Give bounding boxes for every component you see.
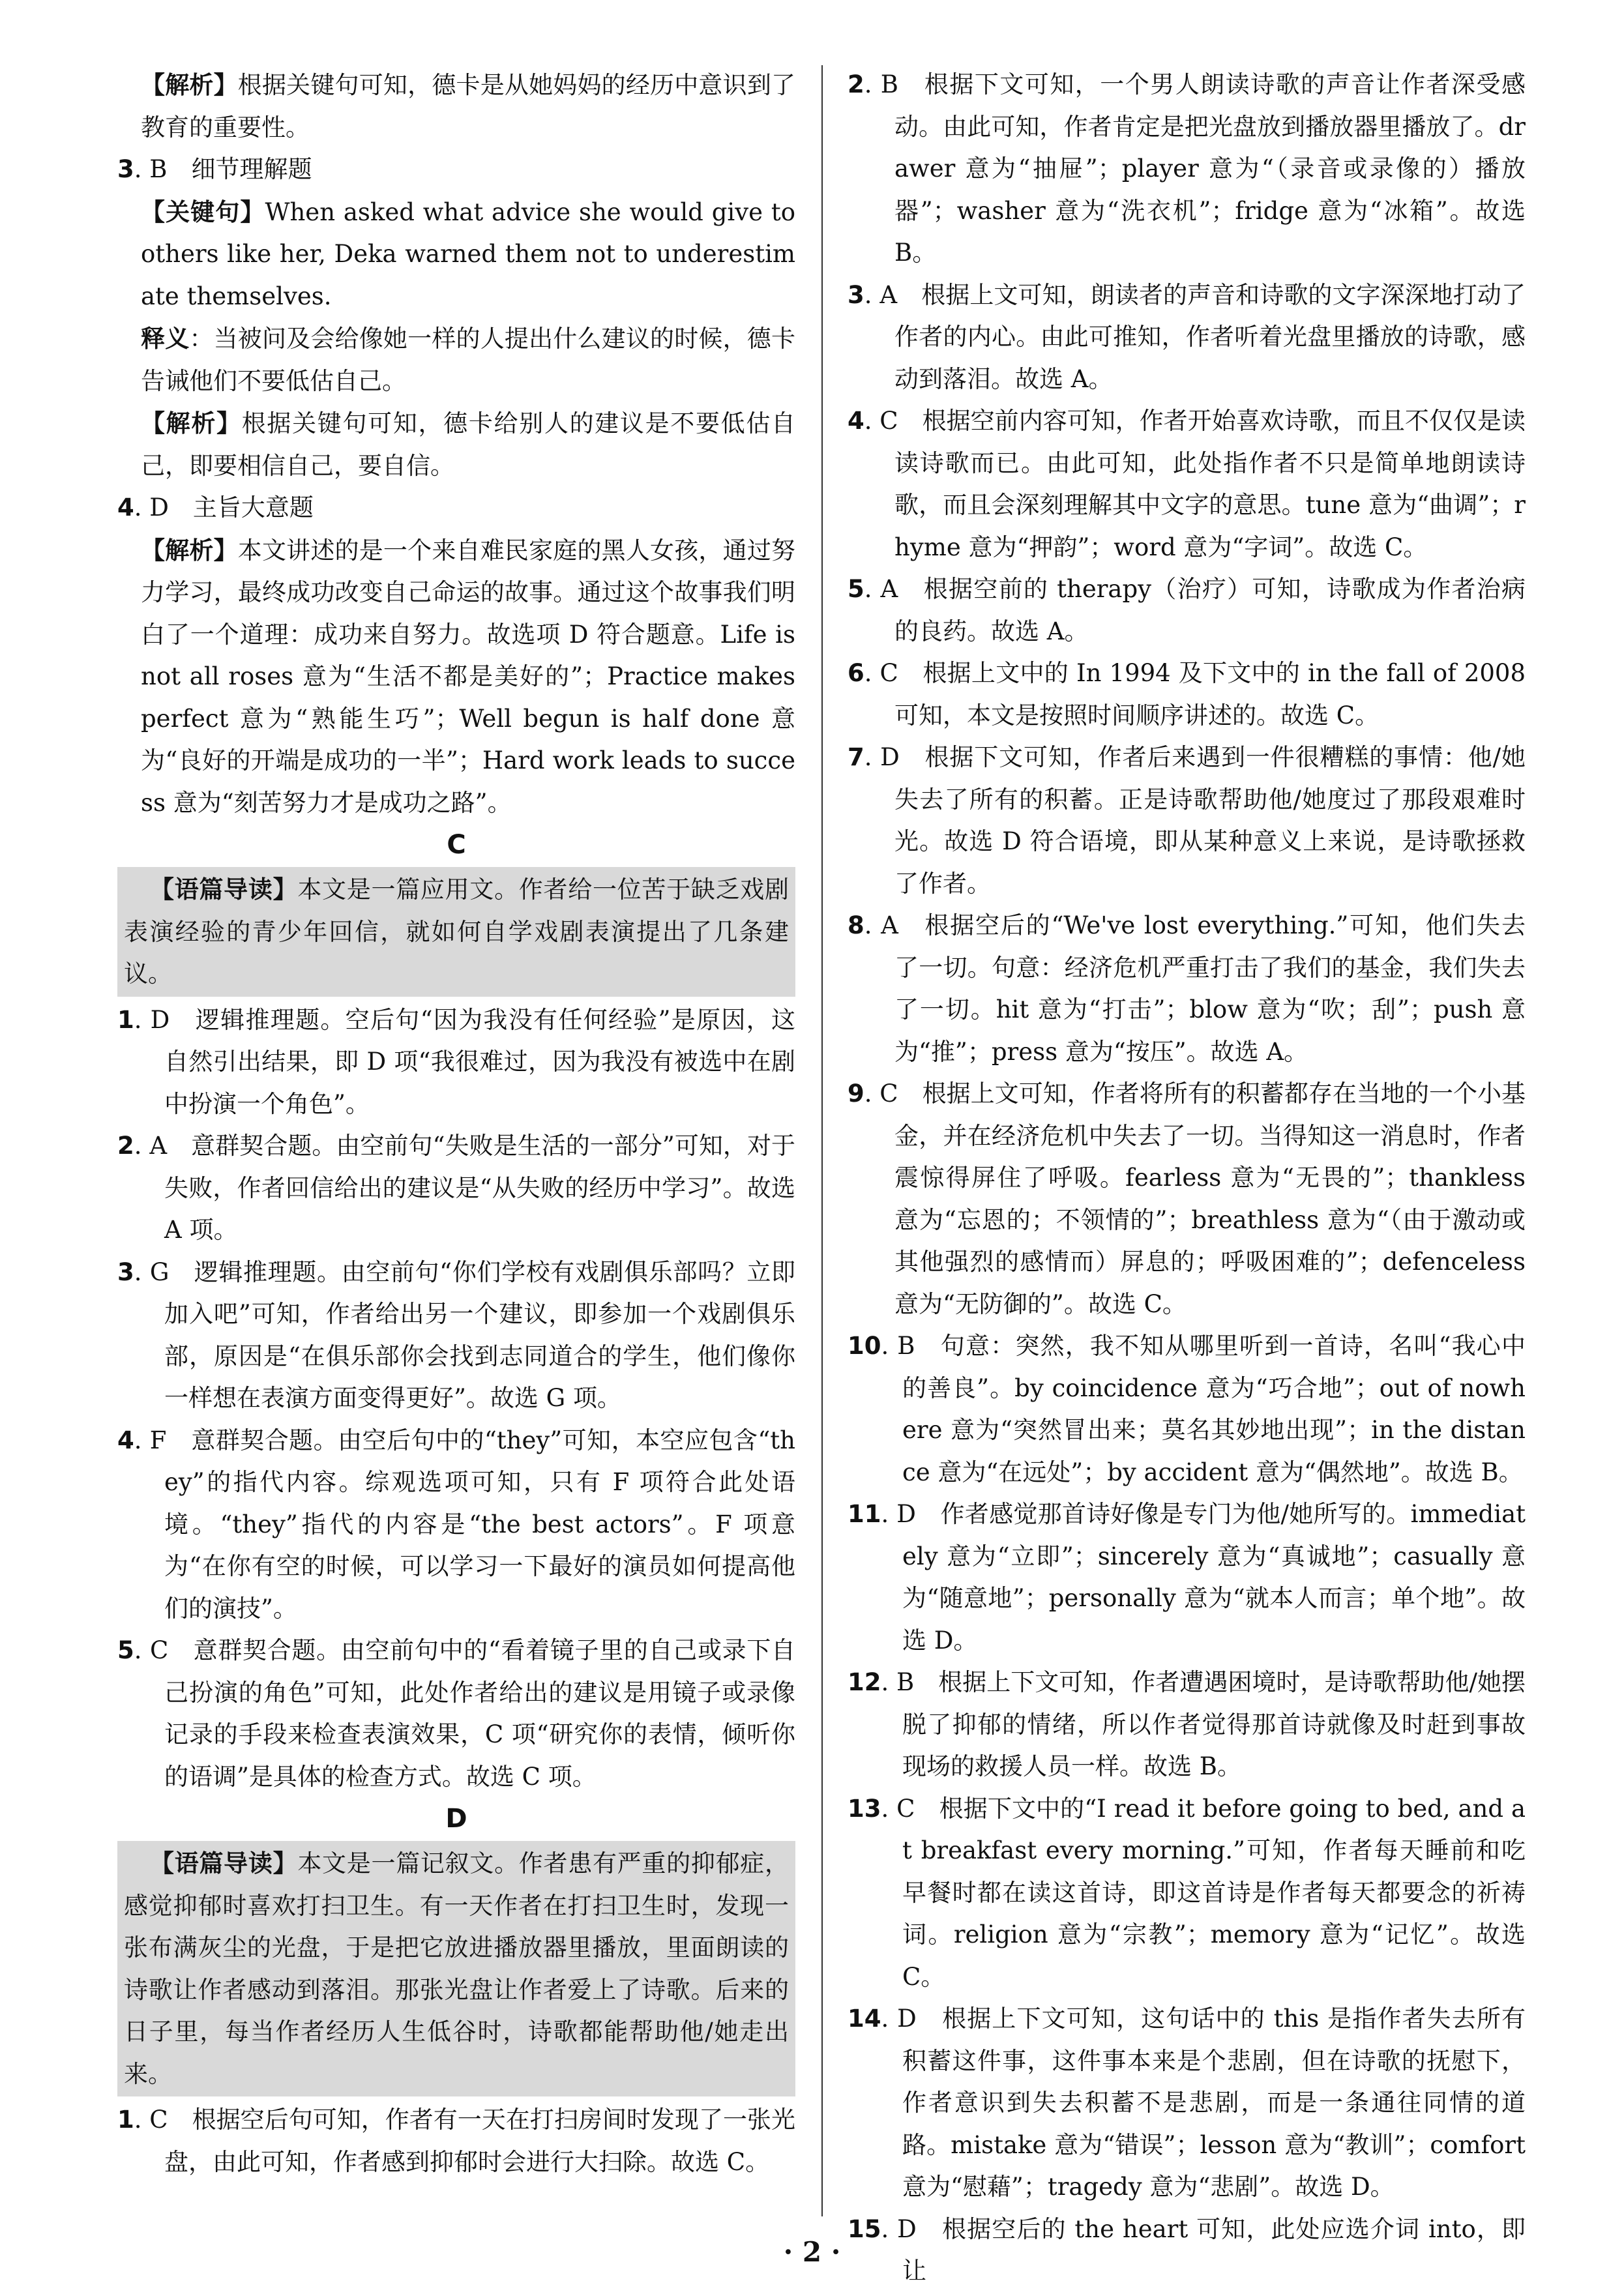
- answer-paragraph-left-16: 1. C 根据空后句可知，作者有一天在打扫房间时发现了一张光盘，由此可知，作者感到抑郁时会进行大扫除。故选 C。: [117, 2106, 795, 2176]
- answer-paragraph-left-2: 【关键句】When asked what advice she would give to others like her, Deka warned them not to underestimate themselves.: [141, 197, 795, 310]
- answer-paragraph-right-13: 15. D 根据空后的 the heart 可知，此处应选介词 into，即让: [848, 2214, 1526, 2285]
- answer-paragraph-right-0: 2. B 根据下文可知，一个男人朗读诗歌的声音让作者深受感动。由此可知，作者肯定是把光盘放到播放器里播放了。drawer 意为“抽屉”；player 意为“（录音或录像的）播放器”；washer 意为“洗衣机”；fridge 意为“冰箱”。故选 B。: [848, 70, 1526, 267]
- answer-paragraph-left-11: 3. G 逻辑推理题。由空前句“你们学校有戏剧俱乐部吗？立即加入吧”可知，作者给出另一个建议，即参加一个戏剧俱乐部，原因是“在俱乐部你会找到志同道合的学生，他们像你一样想在表演方面变得更好”。故选 G 项。: [117, 1257, 795, 1412]
- answer-paragraph-right-5: 7. D 根据下文可知，作者后来遇到一件很糟糕的事情：他/她失去了所有的积蓄。正是诗歌帮助他/她度过了那段艰难时光。故选 D 符合语境，即从某种意义上来说，是诗歌拯救了作者。: [848, 743, 1526, 898]
- passage-guide-box-left-15: 【语篇导读】本文是一篇记叙文。作者患有严重的抑郁症，感觉抑郁时喜欢打扫卫生。有一天作者在打扫卫生时，发现一张布满灰尘的光盘，于是把它放进播放器里播放，里面朗读的诗歌让作者感动到落泪。那张光盘让作者爱上了诗歌。后来的日子里，每当作者经历人生低谷时，诗歌都能帮助他/她走出来。: [117, 1841, 795, 2096]
- right-column: [848, 64, 1526, 2293]
- answer-paragraph-left-6: 【解析】本文讲述的是一个来自难民家庭的黑人女孩，通过努力学习，最终成功改变自己命运的故事。通过这个故事我们明白了一个道理：成功来自努力。故选项 D 符合题意。Life is not all roses 意为“生活不都是美好的”；Practice makes perfect 意为“熟能生巧”；Well begun is half done 意为“良好的开端是成功的一半”；Hard work leads to success 意为“刻苦努力才是成功之路”。: [141, 535, 796, 817]
- answer-paragraph-left-10: 2. A 意群契合题。由空前句“失败是生活的一部分”可知，对于失败，作者回信给出的建议是“从失败的经历中学习”。故选 A 项。: [117, 1132, 795, 1244]
- answer-paragraph-left-3: 释义：当被问及会给像她一样的人提出什么建议的时候，德卡告诫他们不要低估自己。: [141, 324, 796, 395]
- answer-paragraph-left-0: 【解析】根据关键句可知，德卡是从她妈妈的经历中意识到了教育的重要性。: [141, 70, 796, 141]
- answer-paragraph-right-12: 14. D 根据上下文可知，这句话中的 this 是指作者失去所有积蓄这件事，这件事本来是个悲剧，但在诗歌的抚慰下，作者意识到失去积蓄不是悲剧，而是一条通往同情的道路。mistake 意为“错误”；lesson 意为“教训”；comfort 意为“慰藉”；tragedy 意为“悲剧”。故选 D。: [848, 2005, 1526, 2201]
- passage-guide-box-left-8: 【语篇导读】本文是一篇应用文。作者给一位苦于缺乏戏剧表演经验的青少年回信，就如何自学戏剧表演提出了几条建议。: [117, 867, 795, 997]
- section-heading-left-14: D: [445, 1804, 467, 1834]
- answer-paragraph-right-7: 9. C 根据上文可知，作者将所有的积蓄都存在当地的一个小基金，并在经济危机中失去了一切。当得知这一消息时，作者震惊得屏住了呼吸。fearless 意为“无畏的”；thankless 意为“忘恩的；不领情的”；breathless 意为“（由于激动或其他强烈的感情而）屏息的；呼吸困难的”；defenceless 意为“无防御的”。故选 C。: [848, 1080, 1526, 1318]
- answer-paragraph-right-1: 3. A 根据上文可知，朗读者的声音和诗歌的文字深深地打动了作者的内心。由此可推知，作者听着光盘里播放的诗歌，感动到落泪。故选 A。: [848, 280, 1526, 393]
- answer-paragraph-left-5: 4. D 主旨大意题: [117, 493, 314, 522]
- section-heading-left-7: C: [447, 830, 466, 860]
- answer-paragraph-right-4: 6. C 根据上文中的 In 1994 及下文中的 in the fall of 2008 可知，本文是按照时间顺序讲述的。故选 C。: [848, 659, 1526, 729]
- page-number: · 2 ·: [783, 2236, 841, 2268]
- answer-paragraph-right-3: 5. A 根据空前的 therapy（治疗）可知，诗歌成为作者治病的良药。故选 A。: [848, 575, 1526, 645]
- column-divider: [821, 65, 823, 2216]
- answer-paragraph-right-10: 12. B 根据上下文可知，作者遭遇困境时，是诗歌帮助他/她摆脱了抑郁的情绪，所以作者觉得那首诗就像及时赶到事故现场的救援人员一样。故选 B。: [848, 1668, 1526, 1780]
- answer-paragraph-left-13: 5. C 意群契合题。由空前句中的“看着镜子里的自己或录下自己扮演的角色”可知，此处作者给出的建议是用镜子或录像记录的手段来检查表演效果，C 项“研究你的表情，倾听你的语调”是具体的检查方式。故选 C 项。: [117, 1636, 795, 1791]
- answer-paragraph-left-4: 【解析】根据关键句可知，德卡给别人的建议是不要低估自己，即要相信自己，要自信。: [141, 409, 796, 480]
- answer-paragraph-left-9: 1. D 逻辑推理题。空后句“因为我没有任何经验”是原因，这自然引出结果，即 D 项“我很难过，因为我没有被选中在剧中扮演一个角色”。: [117, 1005, 795, 1118]
- answer-paragraph-right-6: 8. A 根据空后的“We've lost everything.”可知，他们失去了一切。句意：经济危机严重打击了我们的基金，我们失去了一切。hit 意为“打击”；blow 意为“吹；刮”；push 意为“推”；press 意为“按压”。故选 A。: [848, 911, 1526, 1066]
- answer-paragraph-right-2: 4. C 根据空前内容可知，作者开始喜欢诗歌，而且不仅仅是读读诗歌而已。由此可知，此处指作者不只是简单地朗读诗歌，而且会深刻理解其中文字的意思。tune 意为“曲调”；rhyme 意为“押韵”；word 意为“字词”。故选 C。: [848, 407, 1526, 561]
- answer-paragraph-left-1: 3. B 细节理解题: [117, 155, 312, 183]
- answer-paragraph-right-9: 11. D 作者感觉那首诗好像是专门为他/她所写的。immediately 意为“立即”；sincerely 意为“真诚地”；casually 意为“随意地”；personally 意为“就本人而言；单个地”。故选 D。: [848, 1500, 1526, 1654]
- left-column: [117, 64, 795, 2183]
- answer-paragraph-right-11: 13. C 根据下文中的“I read it before going to bed, and at breakfast every morning.”可知，作者每天睡前和吃早餐时都在读这首诗，即这首诗是作者每天都要念的祈祷词。religion 意为“宗教”；memory 意为“记忆”。故选 C。: [848, 1794, 1526, 1991]
- answer-paragraph-right-8: 10. B 句意：突然，我不知从哪里听到一首诗，名叫“我心中的善良”。by coincidence 意为“巧合地”；out of nowhere 意为“突然冒出来；莫名其妙地出现”；in the distance 意为“在远处”；by accident 意为“偶然地”。故选 B。: [848, 1332, 1526, 1486]
- answer-paragraph-left-12: 4. F 意群契合题。由空后句中的“they”可知，本空应包含“they”的指代内容。综观选项可知，只有 F 项符合此处语境。“they”指代的内容是“the best actors”。F 项意为“在你有空的时候，可以学习一下最好的演员如何提高他们的演技”。: [117, 1426, 795, 1623]
